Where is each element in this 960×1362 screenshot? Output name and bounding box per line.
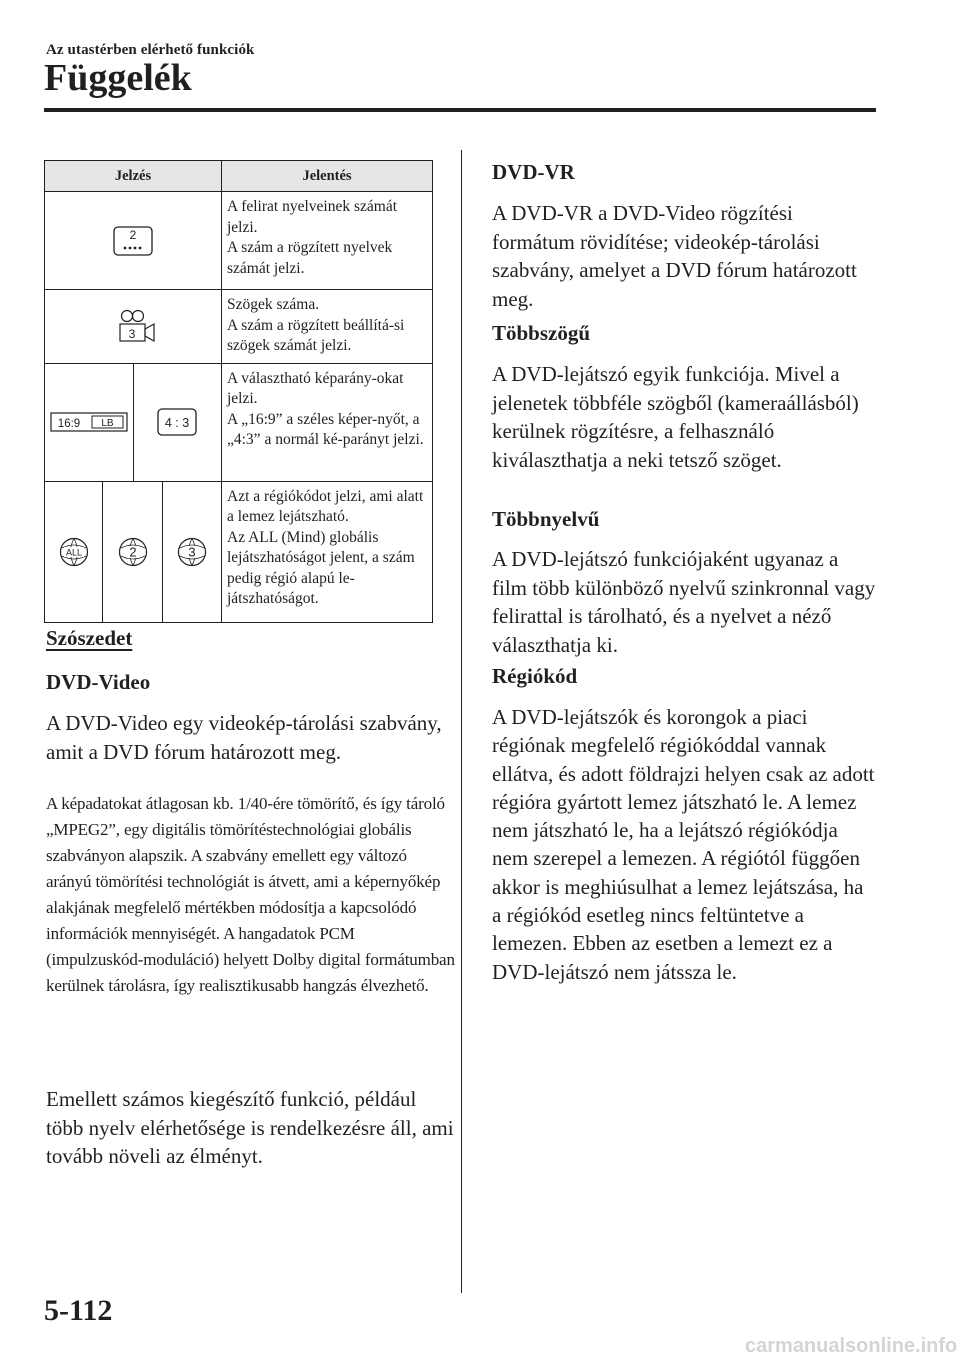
multiangle-heading: Többszögű (492, 321, 591, 345)
multilanguage-heading: Többnyelvű (492, 507, 600, 531)
description-cell (222, 290, 433, 364)
table-header-row (45, 161, 433, 192)
dvd-video-paragraph-1: A DVD-Video egy videokép-tárolási szabvány, amit a DVD fórum határozott meg. (46, 711, 442, 764)
dvd-video-heading: DVD-Video (46, 670, 151, 694)
table-row (45, 481, 433, 622)
angle-count: 3 (128, 327, 136, 342)
region-code-paragraph: A DVD-lejátszók és korongok a piaci régiónak megfelelő régiókóddal vannak ellátva, és adott földrajzi helyen csak az adott régióra gyártott lemez játszható le. A lemez nem játszható le, ha a lejátszó régiókódja nem szerepel a lemezen. A régiótól függően akkor is meghiúsulhat a lemez lejátszása, ha a régiókód esetleg nincs feltüntetve a lemezen. Ebben az esetben a lemezt ez a DVD-lejátszó nem játssza le. (492, 705, 875, 984)
dvd-vr-paragraph: A DVD-VR a DVD-Video rögzítési formátum rövidítése; videokép-tárolási szabvány, amelyet a DVD fórum határozott meg. (492, 201, 857, 311)
aspect-ratio-wide-icon (50, 412, 128, 432)
table-row (45, 290, 433, 364)
symbol-cell (45, 363, 222, 481)
row-description: Azt a régiókódot jelzi, ami alatt a lemez lejátszható. Az ALL (Mind) globális lejátszhatóságot jelent, a szám pedig régió alapú le-játszhatóságot. (227, 487, 424, 607)
region-code-heading: Régiókód (492, 664, 578, 688)
aspect-normal-label: 4 : 3 (165, 416, 190, 430)
symbol-cell (45, 481, 222, 622)
symbol-cell (45, 192, 222, 290)
region-all-label: ALL (65, 547, 82, 557)
dvd-video-paragraph-3: Emellett számos kiegészítő funkció, például több nyelv elérhetősége is rendelkezésre áll, ami tovább növeli az élményt. (46, 1087, 454, 1168)
row-description: A felirat nyelveinek számát jelzi. A szám a rögzített nyelvek számát jelzi. (227, 198, 398, 277)
multiangle-paragraph: A DVD-lejátszó egyik funkciója. Mivel a jelenetek többféle szögből (kameraállásból) kerülnek rögzítésre, a felhasználó kiválaszthatja a neki tetsző szöget. (492, 362, 859, 472)
column-divider (461, 150, 462, 1293)
subtitle-count: 2 (129, 227, 137, 242)
page-number: 5-112 (44, 1294, 113, 1327)
camera-angle-icon (110, 309, 156, 343)
symbol-table (44, 160, 433, 623)
watermark: carmanualsonline.info (745, 1335, 958, 1357)
aspect-wide-label: 16:9 (57, 418, 80, 430)
row-description: A választható képarány-okat jelzi. A „16:9” a széles képer-nyőt, a „4:3” a normál ké-parányt jelzi. (227, 369, 424, 448)
symbol-cell (45, 290, 222, 364)
description-cell (222, 363, 433, 481)
table-row (45, 192, 433, 290)
aspect-lb-label: LB (101, 418, 114, 429)
header-divider (44, 108, 876, 112)
region-all-icon (59, 537, 89, 567)
description-cell (222, 192, 433, 290)
page-title: Függelék (44, 57, 192, 99)
section-title: Az utastérben elérhető funkciók (46, 42, 255, 58)
dvd-vr-heading: DVD-VR (492, 160, 575, 184)
region-2-label: 2 (128, 544, 137, 559)
region-3-label: 3 (188, 544, 196, 559)
glossary-heading: Szószedet (46, 626, 133, 650)
table-row (45, 363, 433, 481)
col-header-symbol: Jelzés (45, 161, 222, 192)
dvd-video-paragraph-2: A képadatokat átlagosan kb. 1/40-ére tömörítő, és így tároló „MPEG2”, egy digitális tömörítéstechnológiai globális szabványon alapszik. A szabvány emellett egy változó arányú tömörítési technológiát is átvett, ami a képernyőkép alakjának megfelelő mértékben módosítja a kapcsolódó információk mennyiségét. A hangadatok PCM (impulzuskód-moduláció) helyett Dolby digital formátumban kerülnek tárolásra, így realisztikusabb hangzás élvezhető. (46, 794, 455, 995)
description-cell (222, 481, 433, 622)
multilanguage-paragraph: A DVD-lejátszó funkciójaként ugyanaz a film több különböző nyelvű szinkronnal vagy felirattal is tárolható, és a nyelvet a néző választhatja ki. (492, 547, 876, 657)
aspect-ratio-normal-icon (157, 408, 197, 436)
region-3-icon (177, 537, 207, 567)
row-description: Szögek száma. A szám a rögzített beállítá-si szögek számát jelzi. (227, 296, 405, 354)
subtitle-language-icon (113, 226, 153, 256)
region-2-icon (118, 537, 148, 567)
col-header-meaning: Jelentés (222, 161, 433, 192)
